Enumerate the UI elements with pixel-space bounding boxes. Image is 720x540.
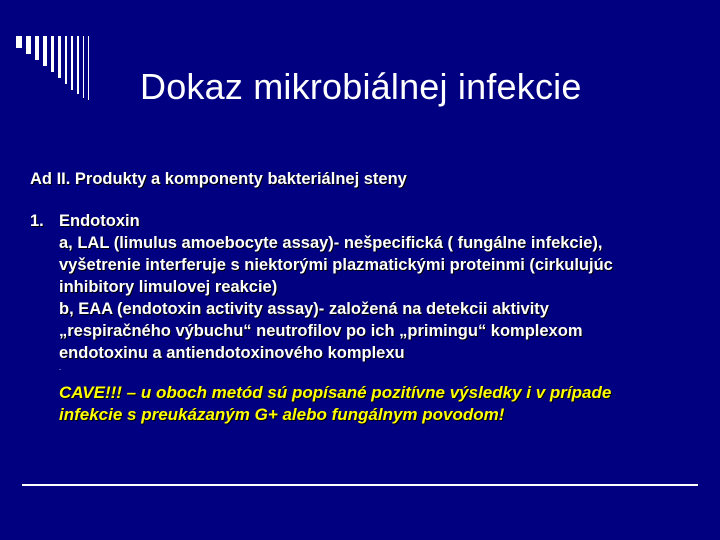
small-dot: .	[59, 363, 62, 372]
slide-title: Dokaz mikrobiálnej infekcie	[140, 66, 582, 107]
decorative-bars	[16, 36, 136, 106]
decorative-bar	[51, 36, 54, 72]
cave-line: infekcie s preukázaným G+ alebo fungálnym povodom!	[59, 405, 505, 424]
decorative-bar	[35, 36, 39, 60]
decorative-bar	[83, 36, 84, 98]
item-details	[59, 232, 613, 364]
cave-note	[59, 382, 611, 426]
list-heading: Endotoxin	[59, 212, 140, 230]
detail-line: endotoxinu a antiendotoxinového komplexu	[59, 344, 405, 362]
detail-line: „respiračného výbuchu“ neutrofilov po ich „primingu“ komplexom	[59, 322, 583, 340]
subtitle: Ad II. Produkty a komponenty bakteriálnej steny	[30, 170, 407, 188]
decorative-bar	[88, 36, 89, 100]
detail-line: vyšetrenie interferuje s niektorými plazmatickými proteinmi (cirkulujúc	[59, 256, 613, 274]
cave-line: CAVE!!! – u oboch metód sú popísané pozitívne výsledky i v prípade	[59, 383, 612, 402]
detail-line: inhibitory limulovej reakcie)	[59, 278, 278, 296]
decorative-bar	[65, 36, 67, 84]
decorative-bar	[26, 36, 31, 54]
decorative-bar	[71, 36, 73, 90]
decorative-bar	[77, 36, 79, 94]
detail-line: b, EAA (endotoxin activity assay)- založená na detekcii aktivity	[59, 300, 549, 318]
decorative-bar	[16, 36, 22, 48]
decorative-bar	[43, 36, 47, 66]
bottom-divider	[22, 484, 698, 486]
detail-line: a, LAL (limulus amoebocyte assay)- nešpecifická ( fungálne infekcie),	[59, 234, 603, 252]
list-number: 1.	[30, 212, 44, 230]
decorative-bar	[58, 36, 61, 78]
